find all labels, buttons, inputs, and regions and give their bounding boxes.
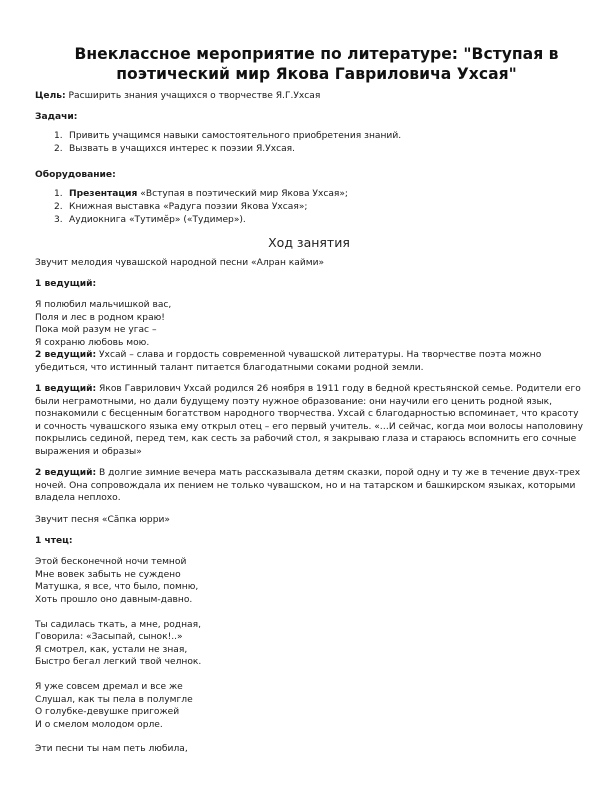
list-number: 3.	[54, 214, 63, 225]
list-text: Вызвать в учащихся интерес к поэзии Я.Ухсая.	[69, 144, 296, 155]
tasks-label: Задачи:	[35, 112, 78, 123]
poem-line: Я уже совсем дремал и все же	[35, 682, 183, 693]
poem-line: Я сохраню любовь мою.	[35, 337, 150, 348]
poem-line: И о смелом молодом орле.	[35, 719, 163, 730]
poem-line: Матушка, я все, что было, помню,	[35, 582, 199, 593]
host1-label: 1 ведущий:	[35, 278, 97, 289]
song-line: Звучит песня «Сăпка юрри»	[35, 514, 170, 525]
melody-line: Звучит мелодия чувашской народной песни «Алран кайми»	[35, 257, 325, 268]
stanza-2	[35, 619, 583, 669]
list-text: Книжная выставка «Радуга поэзии Якова Ухсая»;	[69, 202, 308, 212]
poem-line: Ты садилась ткать, а мне, родная,	[35, 619, 201, 630]
speaker-text: Ухсай – слава и гордость современной чувашской литературы. На творчестве поэта можно убедиться, что истинный талант питается благодатными соками родной земли.	[35, 350, 542, 373]
list-number: 1.	[54, 131, 63, 142]
list-text: Привить учащимся навыки самостоятельного приобретения знаний.	[69, 131, 402, 142]
list-bold-text: Презентация	[69, 189, 138, 200]
list-number: 1.	[54, 189, 63, 200]
list-text: «Вступая в поэтический мир Якова Ухсая»;	[137, 189, 348, 200]
lesson-heading: Ход занятия	[268, 234, 350, 250]
list-item	[35, 214, 583, 227]
poem-1	[35, 299, 583, 349]
poem-line: Мне вовек забыть не суждено	[35, 569, 181, 580]
host1-paragraph-b	[35, 383, 583, 458]
goal-label: Цель:	[35, 91, 66, 101]
goal-line	[35, 90, 583, 102]
equipment-list	[35, 188, 583, 226]
poem-line: Я смотрел, как, устали не зная,	[35, 644, 188, 655]
speaker-label: 2 ведущий:	[35, 468, 97, 479]
poem-line: Быстро бегал легкий твой челнок.	[35, 657, 202, 668]
speaker-label: 2 ведущий:	[35, 350, 97, 361]
list-item	[35, 130, 583, 143]
speaker-text: Яков Гаврилович Ухсай родился 26 ноября в 1911 году в бедной крестьянской семье. Родители его были неграмотными, но дали будущему поэту нужное образование: они научили его ценить родной язык, познакомили с бесценным богатством народного творчества. Ухсай с благодарностью вспоминает, что красоту и сочность чувашского языка ему открыл отец – его первый учитель. «…И сейчас, когда мои волосы наполовину покрылись сединой, перед тем, как сесть за рабочий стол, я закрываю глаза и стараюсь вспомнить его сочные выражения и образы»	[35, 384, 583, 457]
poem-line: Пока мой разум не угас –	[35, 325, 157, 336]
poem-line: Говорила: «Засыпай, сынок!..»	[35, 632, 183, 643]
document-page	[35, 44, 583, 756]
host2-paragraph-c	[35, 467, 583, 505]
stanza-4	[35, 743, 583, 756]
equipment-label: Оборудование:	[35, 170, 116, 180]
page-title: Внеклассное мероприятие по литературе: "Вступая в поэтический мир Якова Гавриловича Ухсая"	[74, 45, 559, 83]
list-number: 2.	[54, 144, 63, 155]
list-text: Аудиокнига «Тутимĕр» («Тудимер»).	[69, 214, 246, 225]
stanza-1	[35, 556, 583, 606]
speaker-text: В долгие зимние вечера мать рассказывала детям сказки, порой одну и ту же в течение двух-трех ночей. Она сопровождала их пением не только чувашском, но и на татарском и башкирском языках, которыми владела неплохо.	[35, 468, 581, 504]
poem-line: Слушал, как ты пела в полумгле	[35, 694, 193, 705]
stanza-3	[35, 681, 583, 731]
list-item	[35, 188, 583, 201]
host2-paragraph-a	[35, 349, 583, 374]
poem-line: Эти песни ты нам петь любила,	[35, 744, 188, 755]
tasks-list	[35, 130, 583, 156]
list-item	[35, 143, 583, 156]
poem-line: Я полюбил мальчишкой вас,	[35, 300, 172, 310]
list-item	[35, 201, 583, 214]
goal-text: Расширить знания учащихся о творчестве Я.Г.Ухсая	[65, 91, 321, 101]
speaker-label: 1 ведущий:	[35, 384, 97, 395]
list-number: 2.	[54, 202, 63, 212]
poem-line: О голубке-девушке пригожей	[35, 707, 180, 718]
poem-line: Этой бесконечной ночи темной	[35, 557, 187, 568]
poem-line: Поля и лес в родном краю!	[35, 312, 165, 323]
poem-line: Хоть прошло оно давным-давно.	[35, 595, 193, 606]
reader1-label: 1 чтец:	[35, 536, 73, 547]
